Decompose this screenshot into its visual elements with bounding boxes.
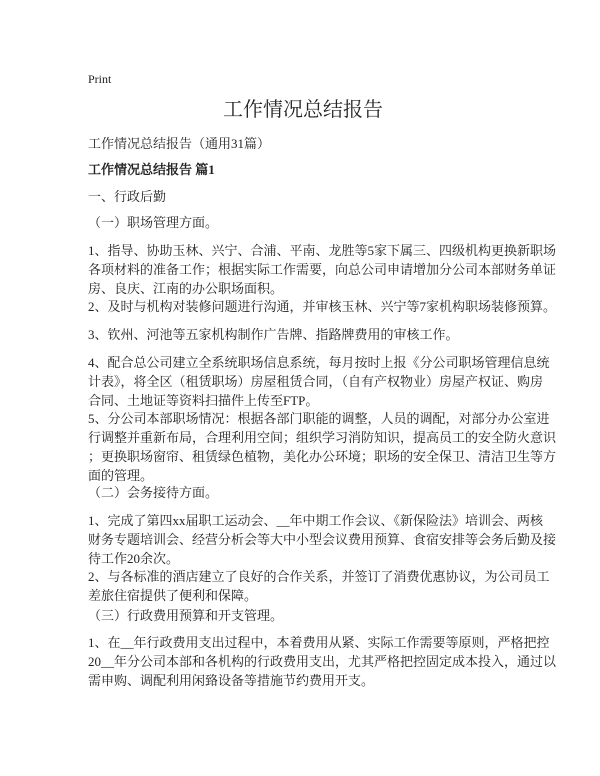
paragraph-line: 1、完成了第四xx届职工运动会、__年中期工作会议、《新保险法》培训会、两核: [88, 513, 544, 528]
paragraph-line: ；更换职场窗帘、租赁绿色植物，美化办公环境；职场的安全保卫、清洁卫生等方: [88, 449, 557, 464]
paragraph-line: 差旅住宿提供了便利和保障。: [88, 588, 258, 603]
page-title: 工作情况总结报告: [223, 99, 383, 121]
paragraph-line: （三）行政费用预算和开支管理。: [88, 608, 284, 623]
paragraph-line: 5、分公司本部职场情况：根据各部门职能的调整，人员的调配，对部分办公室进: [88, 411, 550, 426]
paragraph-line: 3、钦州、河池等五家机构制作广告牌、指路牌费用的审核工作。: [88, 327, 459, 342]
paragraph: [88, 633, 556, 690]
paragraph-line: 2、与各标准的酒店建立了良好的合作关系，并签订了消费优惠协议，为公司员工: [88, 569, 550, 584]
paragraph-line: （二）会务接待方面。: [88, 485, 219, 500]
paragraph: [88, 213, 218, 232]
paragraph: [88, 483, 218, 502]
paragraph-line: 房、良庆、江南的办公职场面积。: [88, 281, 284, 296]
paragraph-line: 面的管理。: [88, 468, 154, 483]
paragraph-line: 合同、土地证等资料扫描件上传至FTP。: [88, 393, 319, 408]
paragraph: [88, 353, 550, 410]
paragraph: [88, 325, 459, 344]
paragraph: [88, 241, 556, 298]
paragraph-line: 需申购、调配利用闲臵设备等措施节约费用开支。: [88, 673, 375, 688]
paragraph: [88, 409, 556, 485]
paragraph-line: 财务专题培训会、经营分析会等大中小型会议费用预算、食宿安排等会务后勤及接: [88, 532, 557, 547]
paragraph-line: 一、行政后勤: [88, 189, 167, 204]
paragraph-line: 计表》，将全区（租赁职场）房屋租赁合同，（自有产权物业）房屋产权证、购房: [88, 374, 544, 389]
paragraph-line: 各项材料的准备工作；根据实际工作需要，向总公司申请增加分公司本部财务单证: [88, 262, 557, 277]
section-heading: 工作情况总结报告 篇1: [88, 162, 215, 177]
paragraph-line: （一）职场管理方面。: [88, 215, 219, 230]
paragraph: [88, 187, 166, 206]
paragraph: [88, 567, 550, 605]
paragraph-line: 行调整并重新布局，合理利用空间；组织学习消防知识，提高员工的安全防火意识: [88, 430, 557, 445]
paragraph-line: 1、在__年行政费用支出过程中，本着费用从紧、实际工作需要等原则，严格把控: [88, 635, 550, 650]
paragraph-line: 4、配合总公司建立全系统职场信息系统，每月按时上报《分公司职场管理信息统: [88, 355, 550, 370]
paragraph-line: 20__年分公司本部和各机构的行政费用支出，尤其严格把控固定成本投入，通过以: [88, 654, 557, 669]
paragraph: [88, 606, 283, 625]
paragraph: [88, 511, 556, 568]
print-link[interactable]: Print: [88, 72, 112, 86]
paragraph-line: 2、及时与机构对装修问题进行沟通，并审核玉林、兴宁等7家机构职场装修预算。: [88, 299, 557, 314]
paragraph: [88, 297, 556, 316]
paragraph-line: 待工作20余次。: [88, 551, 180, 566]
document-subtitle: 工作情况总结报告（通用31篇）: [88, 136, 271, 151]
paragraph-line: 1、指导、协助玉林、兴宁、合浦、平南、龙胜等5家下属三、四级机构更换新职场: [88, 243, 557, 258]
